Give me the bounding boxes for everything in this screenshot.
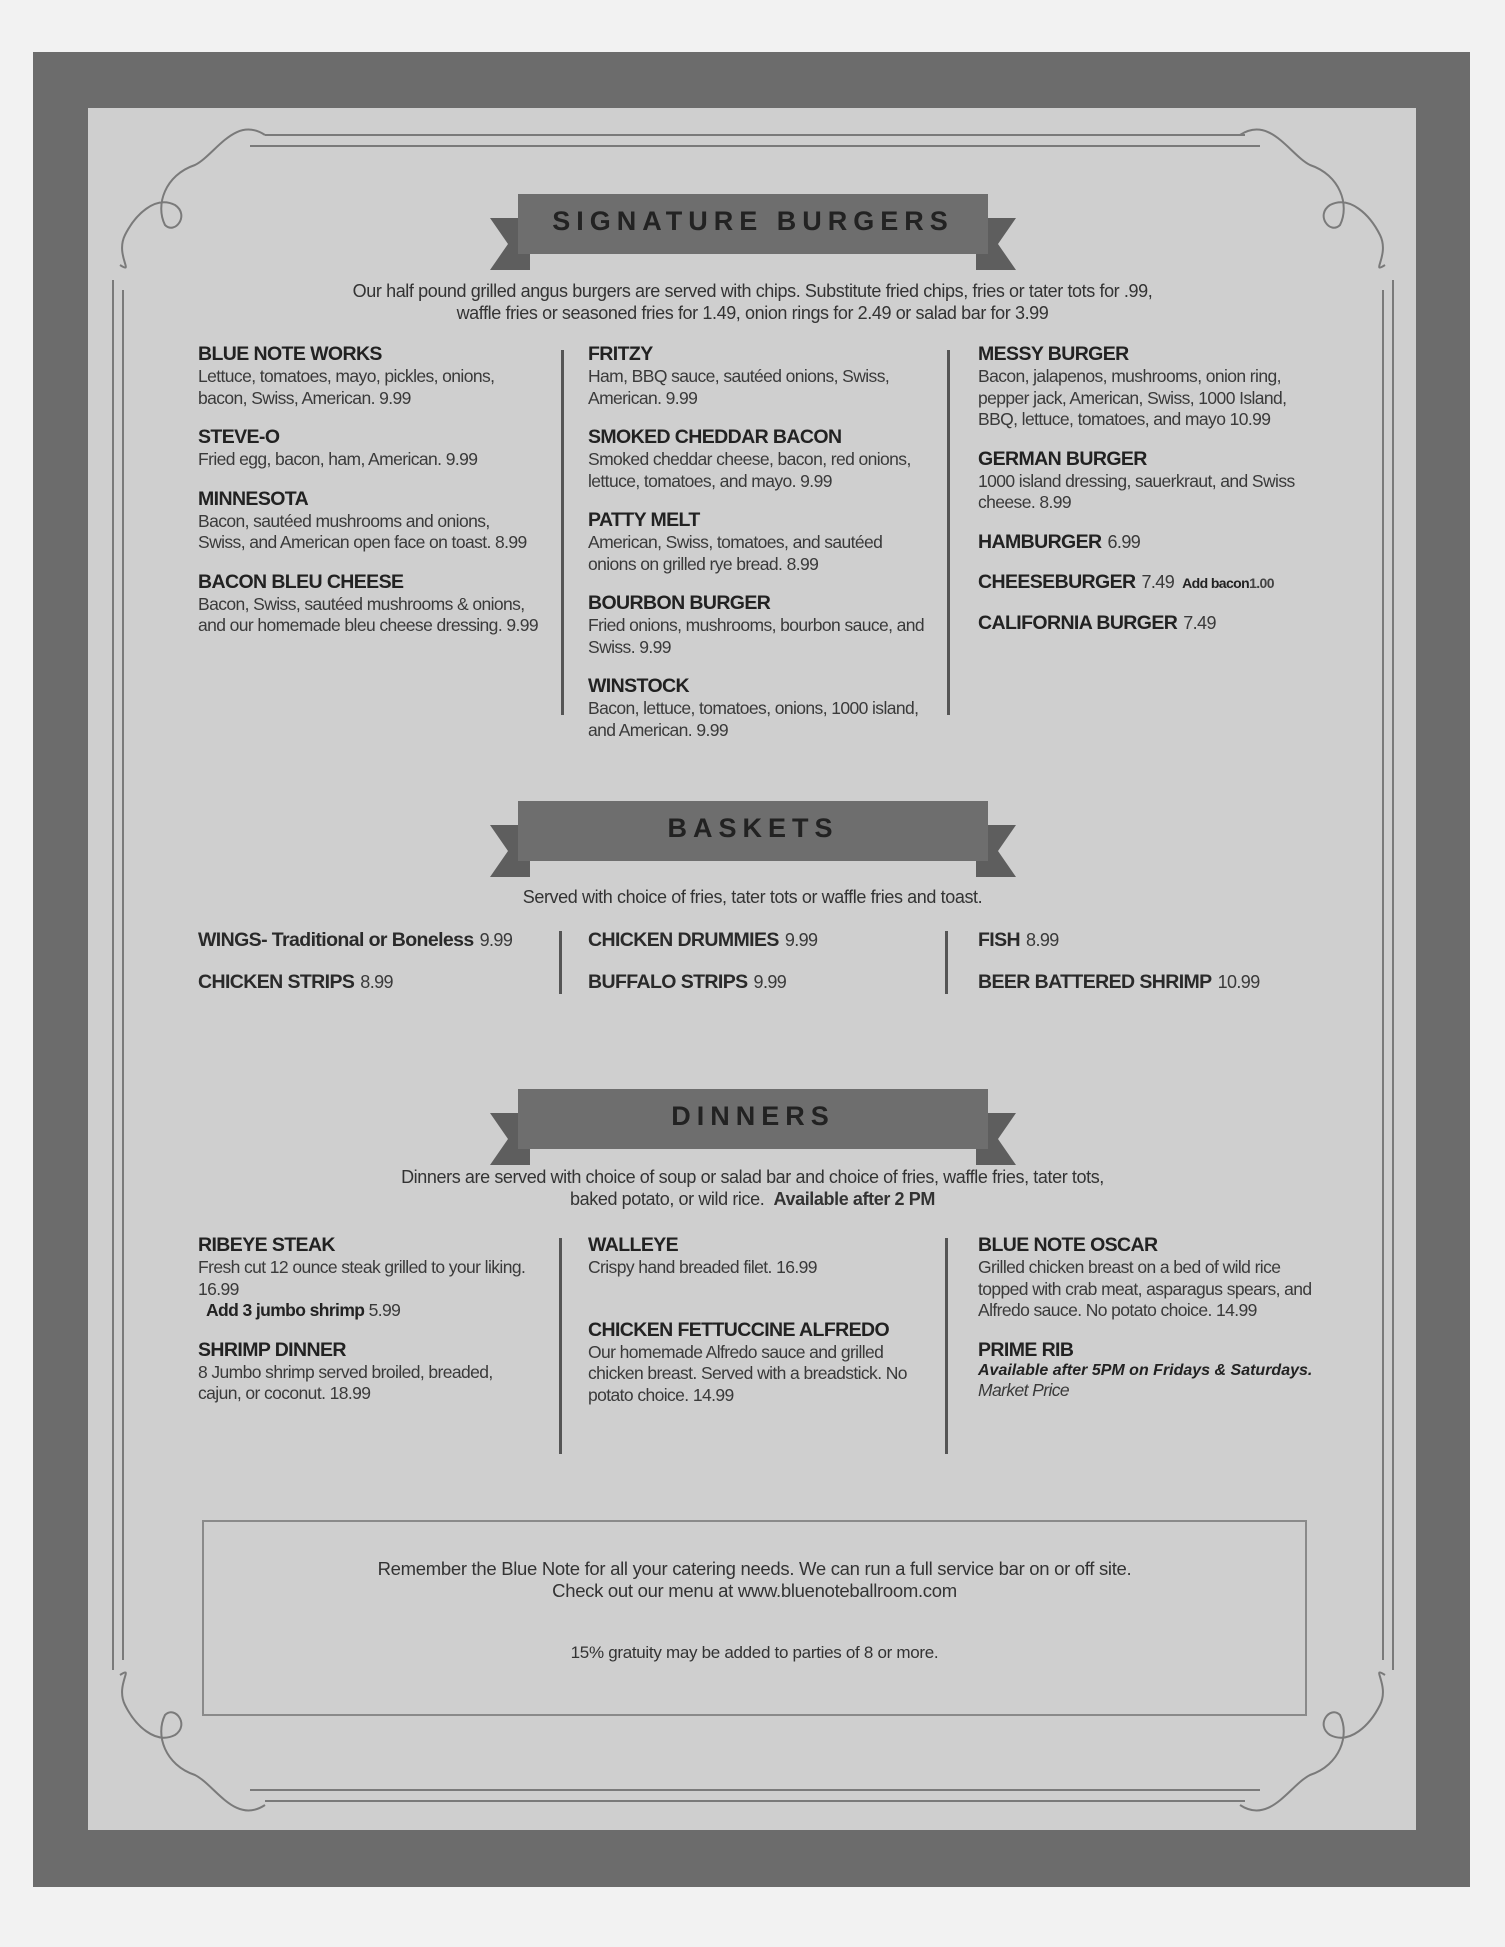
item-name bbox=[198, 426, 538, 449]
top-rule-inner bbox=[250, 145, 1260, 147]
menu-item bbox=[588, 1234, 928, 1279]
menu-item bbox=[588, 426, 928, 492]
menu-item bbox=[198, 488, 538, 554]
addon-label: Add 3 jumbo shrimp bbox=[206, 1300, 365, 1320]
item-title: MESSY BURGER bbox=[978, 343, 1129, 365]
menu-item bbox=[198, 343, 538, 409]
item-title: CHICKEN DRUMMIES bbox=[588, 929, 779, 951]
column-divider bbox=[559, 931, 562, 994]
item-description: 8 Jumbo shrimp served broiled, breaded, cajun, or coconut. 18.99 bbox=[198, 1361, 493, 1403]
website-line: Check out our menu at www.bluenoteballroom.com bbox=[552, 1580, 957, 1601]
banner-dinners bbox=[490, 1087, 1016, 1165]
item-name bbox=[588, 509, 928, 532]
section-title: SIGNATURE BURGERS bbox=[552, 206, 954, 236]
left-rule-inner bbox=[122, 290, 124, 1660]
menu-item bbox=[198, 571, 538, 637]
menu-item bbox=[588, 592, 928, 658]
item-name bbox=[978, 1339, 1328, 1362]
baskets-column-2 bbox=[588, 929, 928, 1013]
item-name bbox=[198, 488, 538, 511]
baskets-column-3 bbox=[978, 929, 1318, 1013]
item-description: Bacon, sautéed mushrooms and onions, Swiss, and American open face on toast. 8.99 bbox=[198, 510, 527, 552]
burgers-intro bbox=[200, 280, 1305, 324]
menu-item bbox=[198, 1234, 538, 1322]
baskets-intro: Served with choice of fries, tater tots or waffle fries and toast. bbox=[522, 887, 983, 907]
menu-item bbox=[978, 1339, 1328, 1402]
column-divider bbox=[947, 350, 950, 715]
right-rule-inner bbox=[1382, 290, 1384, 1660]
menu-item bbox=[198, 426, 538, 471]
item-price: 6.99 bbox=[1107, 531, 1141, 552]
item-title: WALLEYE bbox=[588, 1234, 679, 1256]
item-title: SHRIMP DINNER bbox=[198, 1338, 346, 1361]
burgers-column-3 bbox=[978, 343, 1328, 652]
item-description: Market Price bbox=[978, 1379, 1070, 1400]
intro-line: Our half pound grilled angus burgers are served with chips. Substitute fried chips, fries or tater tots for .99, bbox=[352, 281, 1153, 301]
item-description: Fried egg, bacon, ham, American. 9.99 bbox=[198, 449, 478, 469]
item-title: BLUE NOTE OSCAR bbox=[978, 1234, 1158, 1256]
basket-item bbox=[978, 929, 1318, 952]
column-divider bbox=[559, 1238, 562, 1454]
bottom-rule bbox=[265, 1800, 1245, 1802]
intro-line: waffle fries or seasoned fries for 1.49, onion rings for 2.49 or salad bar for 3.99 bbox=[456, 303, 1049, 323]
item-title: SMOKED CHEDDAR BACON bbox=[588, 426, 842, 448]
item-title: FRITZY bbox=[588, 343, 653, 365]
item-title: BACON BLEU CHEESE bbox=[198, 570, 404, 593]
item-title: CALIFORNIA BURGER bbox=[978, 611, 1178, 634]
item-title: MINNESOTA bbox=[198, 487, 309, 510]
item-title: WINGS- Traditional or Boneless bbox=[198, 929, 474, 951]
item-name bbox=[198, 343, 538, 366]
item-name bbox=[198, 1234, 538, 1257]
item-title: BOURBON BURGER bbox=[588, 592, 771, 614]
item-title: FISH bbox=[978, 929, 1021, 951]
item-price: 9.99 bbox=[479, 930, 513, 950]
menu-item bbox=[978, 448, 1328, 514]
corner-flourish-icon bbox=[95, 115, 275, 275]
dinners-column-1 bbox=[198, 1234, 538, 1422]
item-price: 10.99 bbox=[1217, 972, 1260, 992]
item-name bbox=[588, 426, 928, 449]
item-description: Fried onions, mushrooms, bourbon sauce, and Swiss. 9.99 bbox=[588, 615, 925, 657]
menu-item bbox=[978, 612, 1328, 635]
corner-flourish-icon bbox=[1230, 115, 1410, 275]
menu-item bbox=[588, 1319, 928, 1407]
item-description: American, Swiss, tomatoes, and sautéed onions on grilled rye bread. 8.99 bbox=[588, 532, 883, 574]
item-description: Fresh cut 12 ounce steak grilled to your liking. 16.99 bbox=[198, 1257, 526, 1299]
basket-item bbox=[978, 971, 1318, 994]
item-title: RIBEYE STEAK bbox=[198, 1234, 335, 1256]
baskets-column-1 bbox=[198, 929, 558, 1013]
item-description: 1000 island dressing, sauerkraut, and Swiss cheese. 8.99 bbox=[978, 470, 1295, 512]
item-name bbox=[588, 1319, 928, 1342]
dinners-column-2 bbox=[588, 1234, 928, 1423]
item-price: 8.99 bbox=[360, 972, 393, 992]
item-note: Available after 5PM on Fridays & Saturdays. bbox=[978, 1361, 1313, 1379]
item-name bbox=[978, 571, 1328, 595]
item-name bbox=[978, 1234, 1328, 1257]
item-name bbox=[978, 531, 1328, 554]
catering-line: Remember the Blue Note for all your catering needs. We can run a full service bar on or off site. bbox=[377, 1558, 1132, 1579]
bottom-rule-inner bbox=[250, 1789, 1260, 1791]
dinners-column-3 bbox=[978, 1234, 1328, 1418]
addon-label: Add bacon bbox=[1182, 574, 1250, 591]
footer-box bbox=[202, 1520, 1307, 1716]
item-title: CHICKEN STRIPS bbox=[198, 971, 355, 993]
item-price: 9.99 bbox=[753, 972, 787, 992]
intro-line: baked potato, or wild rice. bbox=[570, 1189, 765, 1209]
item-name bbox=[978, 448, 1328, 471]
right-rule bbox=[1392, 280, 1394, 1670]
item-name bbox=[978, 612, 1328, 635]
item-name bbox=[588, 592, 928, 615]
item-name bbox=[978, 343, 1328, 366]
item-title: HAMBURGER bbox=[978, 530, 1102, 553]
section-title: DINNERS bbox=[671, 1101, 835, 1131]
menu-item bbox=[198, 1339, 538, 1405]
addon-line bbox=[198, 1300, 538, 1322]
banner-baskets bbox=[490, 799, 1016, 877]
burgers-column-2 bbox=[588, 343, 928, 758]
item-description: Grilled chicken breast on a bed of wild rice topped with crab meat, asparagus spears, and Alfredo sauce. No potato choice. 14.99 bbox=[978, 1257, 1312, 1320]
banner-signature-burgers bbox=[490, 192, 1016, 270]
item-title: STEVE-O bbox=[198, 426, 280, 448]
basket-item bbox=[198, 971, 558, 994]
item-title: GERMAN BURGER bbox=[978, 447, 1147, 470]
basket-item bbox=[588, 929, 928, 952]
menu-item bbox=[588, 509, 928, 575]
burgers-column-1 bbox=[198, 343, 538, 654]
column-divider bbox=[945, 1238, 948, 1454]
item-title: CHEESEBURGER bbox=[978, 570, 1136, 593]
item-description: Crispy hand breaded filet. 16.99 bbox=[588, 1257, 817, 1277]
menu-item bbox=[978, 1234, 1328, 1322]
menu-item bbox=[588, 675, 928, 741]
item-price: 7.49 bbox=[1183, 612, 1216, 633]
item-title: CHICKEN FETTUCCINE ALFREDO bbox=[588, 1318, 890, 1341]
item-name bbox=[588, 675, 928, 698]
item-name bbox=[588, 343, 928, 366]
item-description: Our homemade Alfredo sauce and grilled chicken breast. Served with a breadstick. No potato choice. 14.99 bbox=[588, 1341, 907, 1405]
column-divider bbox=[561, 350, 564, 715]
item-description: Bacon, lettuce, tomatoes, onions, 1000 island, and American. 9.99 bbox=[588, 698, 919, 740]
menu-item bbox=[978, 531, 1328, 554]
availability-note: Available after 2 PM bbox=[773, 1189, 935, 1209]
item-price: 7.49 bbox=[1141, 571, 1175, 592]
menu-item bbox=[978, 571, 1328, 595]
item-name bbox=[198, 571, 538, 594]
item-price: 8.99 bbox=[1026, 930, 1059, 950]
basket-item bbox=[198, 929, 558, 952]
item-description: Smoked cheddar cheese, bacon, red onions, lettuce, tomatoes, and mayo. 9.99 bbox=[588, 449, 911, 491]
item-title: PATTY MELT bbox=[588, 509, 700, 531]
menu-item bbox=[978, 343, 1328, 431]
addon-price: 5.99 bbox=[368, 1300, 401, 1320]
addon-price: 1.00 bbox=[1249, 574, 1274, 591]
basket-item bbox=[588, 971, 928, 994]
item-name bbox=[588, 1234, 928, 1257]
item-description: Bacon, jalapenos, mushrooms, onion ring, pepper jack, American, Swiss, 1000 Island, BBQ, lettuce, tomatoes, and mayo 10.99 bbox=[978, 366, 1287, 429]
item-description: Ham, BBQ sauce, sautéed onions, Swiss, American. 9.99 bbox=[588, 366, 890, 408]
item-price: 9.99 bbox=[784, 930, 818, 950]
item-title: BLUE NOTE WORKS bbox=[198, 343, 382, 365]
column-divider bbox=[945, 931, 948, 994]
gratuity-note: 15% gratuity may be added to parties of 8 or more. bbox=[570, 1643, 939, 1662]
top-rule bbox=[265, 134, 1245, 136]
item-title: BUFFALO STRIPS bbox=[588, 971, 748, 993]
item-name bbox=[198, 1339, 538, 1362]
item-title: PRIME RIB bbox=[978, 1338, 1074, 1361]
item-description: Bacon, Swiss, sautéed mushrooms & onions, and our homemade bleu cheese dressing. 9.99 bbox=[198, 593, 538, 635]
left-rule bbox=[112, 280, 114, 1670]
intro-line: Dinners are served with choice of soup or salad bar and choice of fries, waffle fries, tater tots, bbox=[401, 1167, 1104, 1187]
dinners-intro bbox=[200, 1166, 1305, 1210]
item-description: Lettuce, tomatoes, mayo, pickles, onions, bacon, Swiss, American. 9.99 bbox=[198, 366, 495, 408]
section-title: BASKETS bbox=[667, 813, 839, 843]
menu-item bbox=[588, 343, 928, 409]
item-title: BEER BATTERED SHRIMP bbox=[978, 971, 1212, 993]
item-title: WINSTOCK bbox=[588, 675, 690, 697]
